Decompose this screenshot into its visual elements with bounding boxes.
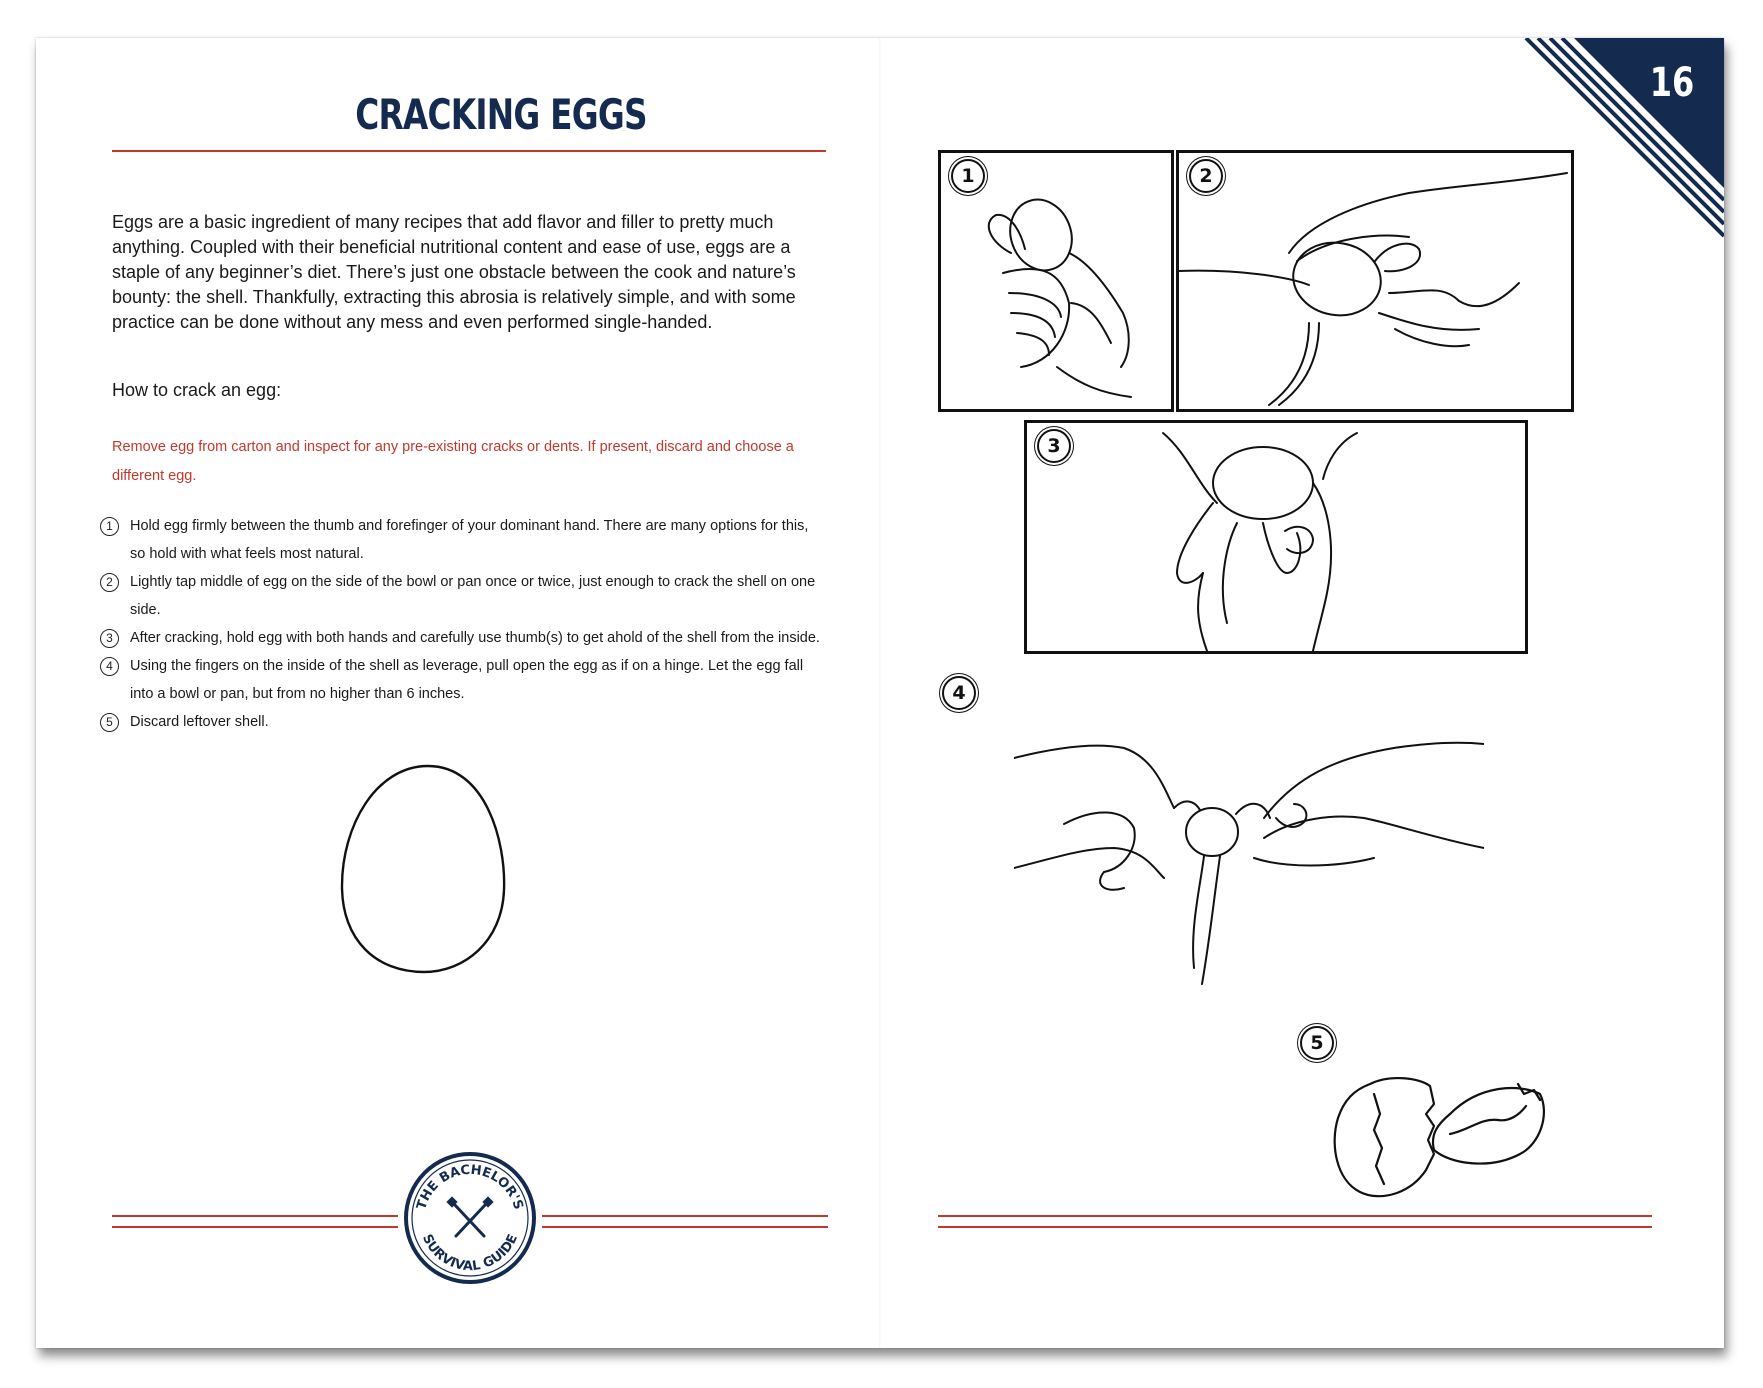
- page-gutter: [879, 38, 881, 1348]
- step-text: Discard leftover shell.: [130, 714, 269, 730]
- tapping-egg-on-bowl-icon: [1179, 153, 1571, 409]
- step-text: Hold egg firmly between the thumb and forefinger of your dominant hand. There are many options for this, so hold with what feels most natural.: [130, 518, 809, 562]
- step-item: [100, 652, 820, 708]
- page-title: CRACKING EGGS: [355, 90, 647, 139]
- step-text: After cracking, hold egg with both hands and carefully use thumb(s) to get ahold of the shell from the inside.: [130, 630, 820, 646]
- footer-rule-left: [112, 1215, 398, 1237]
- step-item: [100, 512, 820, 568]
- title-rule: [112, 150, 826, 152]
- illustration-number: 2: [1189, 159, 1223, 193]
- illustration-panel-1: [938, 150, 1174, 412]
- step-number: 2: [100, 573, 119, 592]
- step-text: Lightly tap middle of egg on the side of the bowl or pan once or twice, just enough to crack the shell on one side.: [130, 574, 816, 618]
- step-number: 3: [100, 629, 119, 648]
- illustration-number: 5: [1300, 1026, 1334, 1060]
- intro-paragraph: Eggs are a basic ingredient of many recipes that add flavor and filler to pretty much anything. Coupled with their beneficial nutritional content and ease of use, eggs are a staple of any beginner’s diet. There’s just one obstacle between the cook and nature’s bounty: the shell. Thankfully, extracting this abrosia is relatively simple, and with some practice can be done without any mess and even performed single-handed.: [112, 212, 796, 332]
- inspection-note: Remove egg from carton and inspect for any pre-existing cracks or dents. If present, discard and choose a different egg.: [112, 439, 794, 484]
- egg-outline-icon: [336, 762, 510, 976]
- step-item: [100, 568, 820, 624]
- two-hands-opening-egg-icon: [1027, 423, 1525, 651]
- illustration-panel-2: [1176, 150, 1574, 412]
- illustration-number: 3: [1037, 429, 1071, 463]
- step-item: [100, 708, 820, 736]
- hand-holding-egg-icon: [941, 153, 1171, 409]
- footer-rule-left-2: [542, 1215, 828, 1237]
- page-number: 16: [1649, 60, 1695, 106]
- pulling-egg-apart-icon: [1014, 738, 1484, 998]
- step-number: 5: [100, 713, 119, 732]
- survival-guide-logo: [402, 1150, 538, 1286]
- step-item: [100, 624, 820, 652]
- footer-rule-right: [938, 1215, 1652, 1237]
- logo-top-text: THE BACHELOR'S: [414, 1162, 526, 1212]
- illustration-panel-3: [1024, 420, 1528, 654]
- step-text: Using the fingers on the inside of the shell as leverage, pull open the egg as if on a hinge. Let the egg fall into a bowl or pan, but from no higher than 6 inches.: [130, 658, 804, 702]
- steps-list: [100, 512, 820, 736]
- step-number: 1: [100, 517, 119, 536]
- book-spread: [36, 38, 1724, 1348]
- howto-heading: How to crack an egg:: [112, 380, 282, 400]
- illustration-number: 4: [942, 676, 976, 710]
- step-number: 4: [100, 657, 119, 676]
- discarded-shell-icon: [1330, 1074, 1550, 1204]
- logo-bottom-text: SURVIVAL GUIDE: [419, 1232, 521, 1275]
- illustration-number: 1: [951, 159, 985, 193]
